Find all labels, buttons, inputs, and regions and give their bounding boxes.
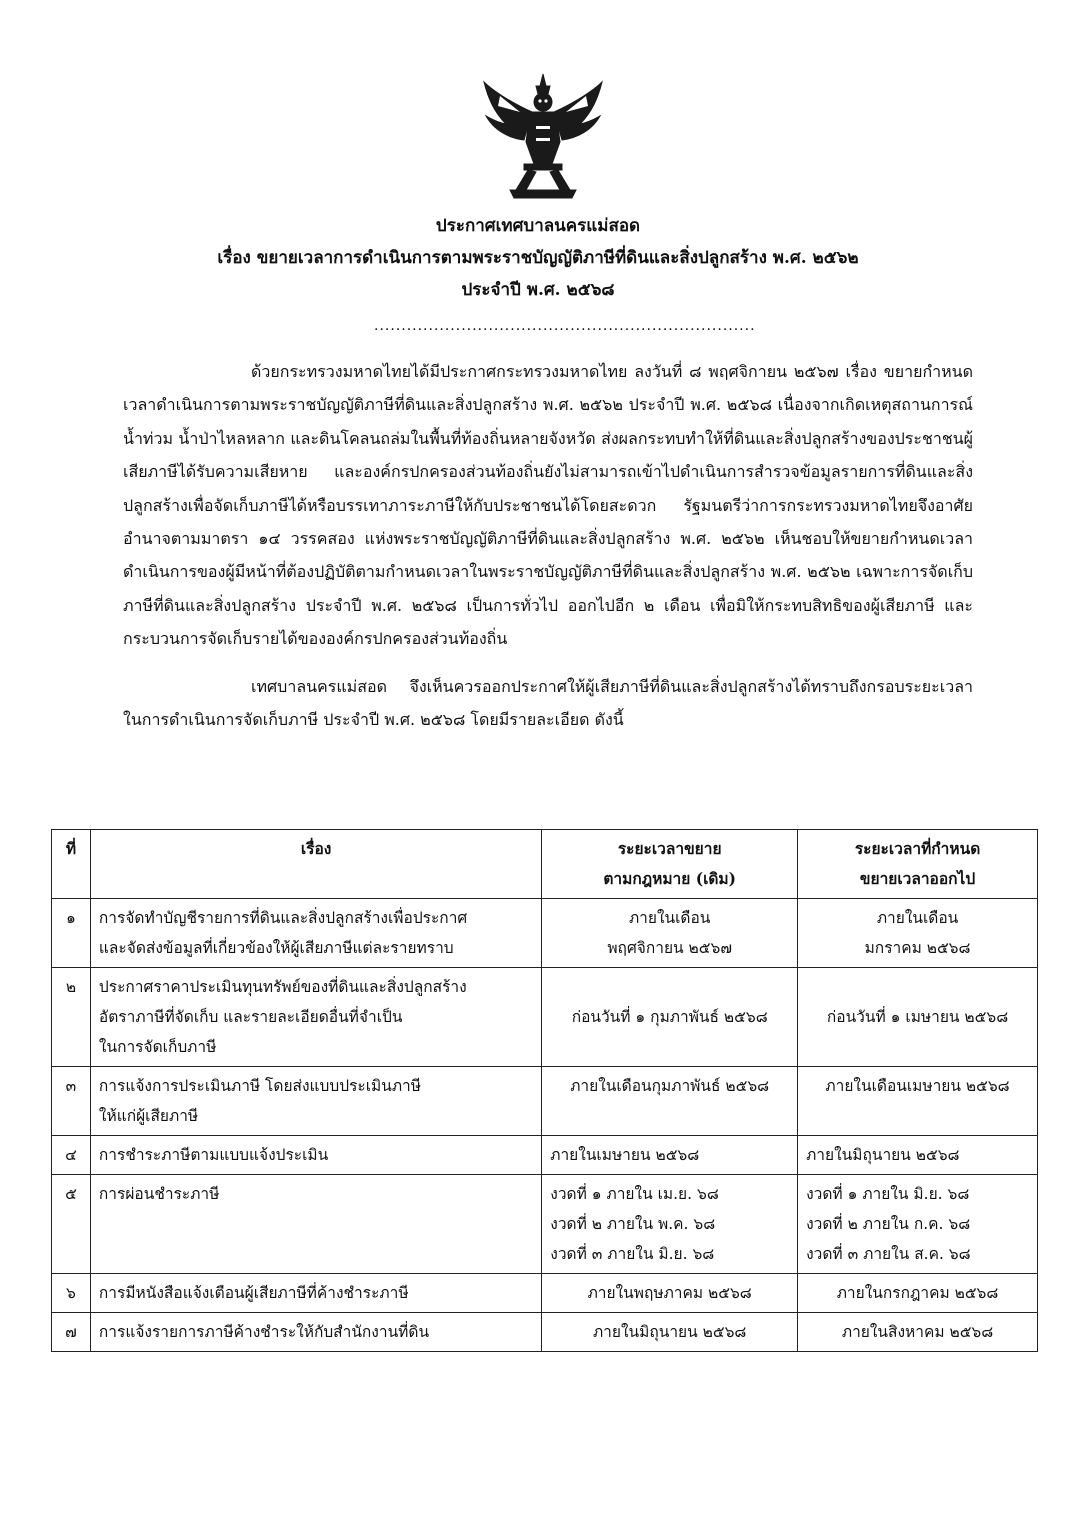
row-number: ๓	[52, 1067, 91, 1136]
period-line: ก่อนวันที่ ๑ เมษายน ๒๕๖๘	[826, 1008, 1009, 1026]
header-subject: เรื่อง	[90, 830, 541, 899]
header-extended-line-1: ระยะเวลาที่กำหนด	[854, 839, 981, 858]
row-extended-period	[798, 1136, 1038, 1175]
period-line: ภายในมิถุนายน ๒๕๖๘	[806, 1146, 960, 1164]
period-line: งวดที่ ๑ ภายใน มิ.ย. ๖๘	[806, 1185, 970, 1203]
schedule-table	[51, 829, 1038, 1352]
table-row	[52, 1067, 1038, 1136]
row-subject	[90, 1313, 541, 1352]
row-extended-period	[798, 1313, 1038, 1352]
row-subject-line: อัตราภาษีที่จัดเก็บ และรายละเอียดอื่นที่จำเป็น	[98, 1008, 403, 1026]
header-legal-line-1: ระยะเวลาขยาย	[617, 839, 722, 858]
announcement-year: ประจำปี พ.ศ. ๒๕๖๘	[461, 280, 615, 300]
header-no: ที่	[52, 830, 91, 899]
document-body	[123, 355, 973, 736]
table-row	[52, 1136, 1038, 1175]
row-subject-line: ในการจัดเก็บภาษี	[98, 1038, 217, 1056]
row-extended-period	[798, 1067, 1038, 1136]
row-subject-line: การมีหนังสือแจ้งเตือนผู้เสียภาษีที่ค้างชำระภาษี	[98, 1284, 409, 1302]
period-line: มกราคม ๒๕๖๘	[864, 939, 971, 957]
row-legal-period	[542, 899, 798, 968]
period-line: ภายในเดือน	[876, 909, 959, 927]
header-divider: ......................................................................	[374, 318, 756, 334]
row-number: ๗	[52, 1313, 91, 1352]
period-line: ภายในเดือน	[628, 909, 711, 927]
row-subject-line: การแจ้งรายการภาษีค้างชำระให้กับสำนักงานที่ดิน	[98, 1323, 430, 1341]
table-row	[52, 1274, 1038, 1313]
row-number: ๒	[52, 968, 91, 1067]
row-subject-line: การผ่อนชำระภาษี	[98, 1185, 220, 1203]
row-legal-period	[542, 1274, 798, 1313]
row-subject	[90, 1136, 541, 1175]
garuda-emblem-icon	[480, 72, 606, 200]
table-row	[52, 899, 1038, 968]
row-legal-period	[542, 1136, 798, 1175]
row-legal-period	[542, 1175, 798, 1274]
row-legal-period	[542, 1067, 798, 1136]
announcement-title: ประกาศเทศบาลนครแม่สอด	[435, 216, 641, 236]
header-extended-line-2: ขยายเวลาออกไป	[859, 869, 976, 888]
row-subject-line: การจัดทำบัญชีรายการที่ดินและสิ่งปลูกสร้างเพื่อประกาศ	[98, 909, 468, 927]
table-row	[52, 968, 1038, 1067]
row-extended-period	[798, 968, 1038, 1067]
body-paragraph-2: เทศบาลนครแม่สอด จึงเห็นควรออกประกาศให้ผู้เสียภาษีที่ดินและสิ่งปลูกสร้างได้ทราบถึงกรอบระยะเวลาในการดำเนินการจัดเก็บภาษี ประจำปี พ.ศ. ๒๕๖๘ โดยมีรายละเอียด ดังนี้	[123, 676, 973, 730]
body-paragraph-1: ด้วยกระทรวงมหาดไทยได้มีประกาศกระทรวงมหาดไทย ลงวันที่ ๘ พฤศจิกายน ๒๕๖๗ เรื่อง ขยายกำหนดเวลาดำเนินการตามพระราชบัญญัติภาษีที่ดินและสิ่งปลูกสร้าง พ.ศ. ๒๕๖๒ ประจำปี พ.ศ. ๒๕๖๘ เนื่องจากเกิดเหตุสถานการณ์น้ำท่วม น้ำป่าไหลหลาก และดินโคลนถล่มในพื้นที่ท้องถิ่นหลายจังหวัด ส่งผลกระทบทำให้ที่ดินและสิ่งปลูกสร้างของประชาชนผู้เสียภาษีได้รับความเสียหาย และองค์กรปกครองส่วนท้องถิ่นยังไม่สามารถเข้าไปดำเนินการสำรวจข้อมูลรายการที่ดินและสิ่งปลูกสร้างเพื่อจัดเก็บภาษีได้หรือบรรเทาภาระภาษีให้กับประชาชนได้โดยสะดวก รัฐมนตรีว่าการกระทรวงมหาดไทยจึงอาศัยอำนาจตามมาตรา ๑๔ วรรคสอง แห่งพระราชบัญญัติภาษีที่ดินและสิ่งปลูกสร้าง พ.ศ. ๒๕๖๒ เห็นชอบให้ขยายกำหนดเวลาดำเนินการของผู้มีหน้าที่ต้องปฏิบัติตามกำหนดเวลาในพระราชบัญญัติภาษีที่ดินและสิ่งปลูกสร้าง พ.ศ. ๒๕๖๒ เฉพาะการจัดเก็บภาษีที่ดินและสิ่งปลูกสร้าง ประจำปี พ.ศ. ๒๕๖๘ เป็นการทั่วไป ออกไปอีก ๒ เดือน เพื่อมิให้กระทบสิทธิของผู้เสียภาษี และกระบวนการจัดเก็บรายได้ขององค์กรปกครองส่วนท้องถิ่น	[123, 362, 973, 649]
period-line: ภายในเมษายน ๒๕๖๘	[550, 1146, 700, 1164]
header-legal-period	[542, 830, 798, 899]
period-line: ภายในพฤษภาคม ๒๕๖๘	[587, 1284, 752, 1302]
period-line: งวดที่ ๒ ภายใน พ.ค. ๖๘	[550, 1215, 716, 1233]
row-subject-line: การชำระภาษีตามแบบแจ้งประเมิน	[98, 1146, 329, 1164]
row-legal-period	[542, 968, 798, 1067]
row-subject	[90, 1067, 541, 1136]
period-line: งวดที่ ๓ ภายใน ส.ค. ๖๘	[806, 1245, 971, 1263]
row-subject	[90, 968, 541, 1067]
period-line: ภายในเดือนเมษายน ๒๕๖๘	[825, 1077, 1010, 1095]
row-extended-period	[798, 899, 1038, 968]
row-extended-period	[798, 1175, 1038, 1274]
row-number: ๑	[52, 899, 91, 968]
row-subject-line: ให้แก่ผู้เสียภาษี	[98, 1107, 199, 1125]
row-subject	[90, 1274, 541, 1313]
row-number: ๕	[52, 1175, 91, 1274]
row-number: ๔	[52, 1136, 91, 1175]
document-header	[0, 210, 1076, 306]
header-legal-line-2: ตามกฎหมาย (เดิม)	[603, 869, 736, 888]
header-extended-period	[798, 830, 1038, 899]
table-header-row	[52, 830, 1038, 899]
row-subject	[90, 1175, 541, 1274]
row-extended-period	[798, 1274, 1038, 1313]
period-line: งวดที่ ๒ ภายใน ก.ค. ๖๘	[806, 1215, 971, 1233]
period-line: ภายในสิงหาคม ๒๕๖๘	[841, 1323, 994, 1341]
period-line: พฤศจิกายน ๒๕๖๗	[607, 939, 733, 957]
row-subject-line: และจัดส่งข้อมูลที่เกี่ยวข้องให้ผู้เสียภาษีแต่ละรายทราบ	[98, 939, 454, 957]
period-line: ภายในเดือนกุมภาพันธ์ ๒๕๖๘	[570, 1077, 770, 1095]
period-line: งวดที่ ๑ ภายใน เม.ย. ๖๘	[550, 1185, 719, 1203]
row-legal-period	[542, 1313, 798, 1352]
period-line: ภายในมิถุนายน ๒๕๖๘	[592, 1323, 747, 1341]
period-line: ก่อนวันที่ ๑ กุมภาพันธ์ ๒๕๖๘	[571, 1008, 768, 1026]
row-subject-line: การแจ้งการประเมินภาษี โดยส่งแบบประเมินภาษี	[98, 1077, 421, 1095]
row-number: ๖	[52, 1274, 91, 1313]
period-line: ภายในกรกฎาคม ๒๕๖๘	[836, 1284, 999, 1302]
row-subject-line: ประกาศราคาประเมินทุนทรัพย์ของที่ดินและสิ่งปลูกสร้าง	[98, 978, 467, 996]
row-subject	[90, 899, 541, 968]
table-row	[52, 1175, 1038, 1274]
table-row	[52, 1313, 1038, 1352]
announcement-subject: เรื่อง ขยายเวลาการดำเนินการตามพระราชบัญญัติภาษีที่ดินและสิ่งปลูกสร้าง พ.ศ. ๒๕๖๒	[217, 248, 859, 268]
period-line: งวดที่ ๓ ภายใน มิ.ย. ๖๘	[550, 1245, 715, 1263]
